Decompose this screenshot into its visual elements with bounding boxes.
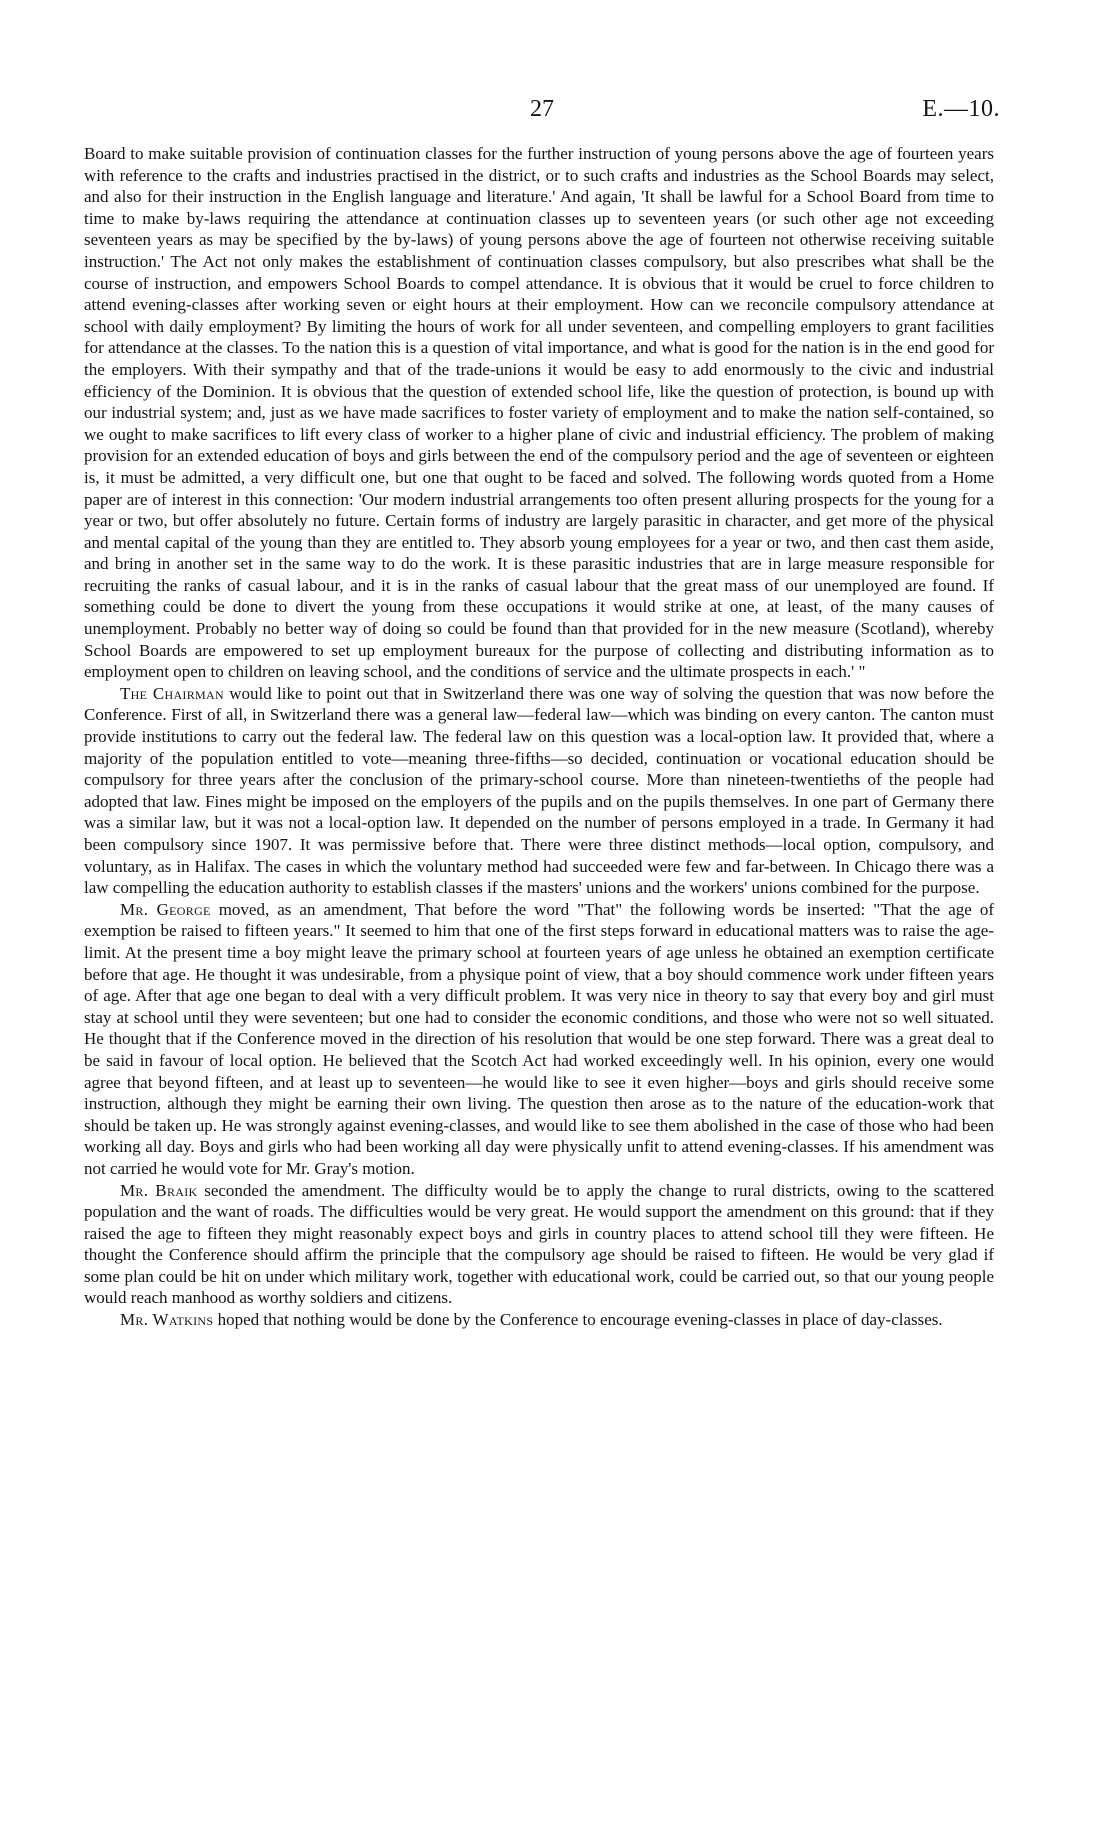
page-header (0, 96, 1114, 126)
paragraph (84, 899, 994, 1180)
paragraph (84, 1309, 994, 1331)
speaker-name: Mr. Braik (120, 1180, 198, 1200)
speaker-name: Mr. George (120, 899, 211, 919)
body-text (84, 143, 994, 1331)
paragraph (84, 1180, 994, 1310)
document-reference: E.—10. (922, 96, 1000, 122)
paragraph-text: hoped that nothing would be done by the Conference to encourage evening-classes in place of day-classes. (213, 1310, 943, 1330)
paragraph-text: seconded the amendment. The difficulty would be to apply the change to rural districts, owing to the scattered population and the want of roads. The difficulties would be very great. He would support the amendment on this ground: that if they raised the age to fifteen they might reasonably expect boys and girls in country places to attend school till they were fifteen. He thought the Conference should affirm the principle that the compulsory age should be raised to fifteen. He would be very glad if some plan could be hit on under which military work, together with educational work, could be carried out, so that our young people would reach manhood as worthy soldiers and citizens. (84, 1180, 994, 1308)
paragraph-text: would like to point out that in Switzerland there was one way of solving the question that was now before the Conference. First of all, in Switzerland there was a general law—federal law—which was binding on every canton. The canton must provide institutions to carry out the federal law. The federal law on this question was a local-option law. It provided that, where a majority of the population entitled to vote—meaning three-fifths—so decided, continuation or vocational education should be compulsory for three years after the conclusion of the primary-school course. More than nineteen-twentieths of the people had adopted that law. Fines might be imposed on the employers of the pupils and on the pupils themselves. In one part of Germany there was a similar law, but it was not a local-option law. It depended on the number of persons employed in a trade. In Germany it had been compulsory since 1907. It was permissive before that. There were three distinct methods—local option, compulsory, and voluntary, as in Halifax. The cases in which the voluntary method had succeeded were few and far-between. In Chicago there was a law compelling the education authority to establish classes if the masters' unions and the workers' unions combined for the purpose. (84, 683, 994, 898)
paragraph-text: Board to make suitable provision of continuation classes for the further instruction of young persons above the age of fourteen years with reference to the crafts and industries practised in the district, or to such crafts and industries as the School Boards may select, and also for their instruction in the English language and literature.' And again, 'It shall be lawful for a School Board from time to time to make by-laws requiring the attendance at continuation classes up to seventeen years (or such other age not exceeding seventeen years as may be specified by the by-laws) of young persons above the age of fourteen not otherwise receiving suitable instruction.' The Act not only makes the establishment of continuation classes compulsory, but also prescribes what shall be the course of instruction, and empowers School Boards to compel attendance. It is obvious that it would be cruel to force children to attend evening-classes after working seven or eight hours at their employment. How can we reconcile compulsory attendance at school with daily employment? By limiting the hours of work for all under seventeen, and compelling employers to grant facilities for attendance at the classes. To the nation this is a question of vital importance, and what is good for the nation is in the end good for the employers. With their sympathy and that of the trade-unions it would be easy to add enormously to the civic and industrial efficiency of the Dominion. It is obvious that the question of extended school life, like the question of protection, is bound up with our industrial system; and, just as we have made sacrifices to foster variety of employment and to make the nation self-contained, so we ought to make sacrifices to lift every class of worker to a higher plane of civic and industrial efficiency. The problem of making provision for an extended education of boys and girls between the end of the compulsory period and the age of seventeen or eighteen is, it must be admitted, a very difficult one, but one that ought to be faced and solved. The following words quoted from a Home paper are of interest in this connection: 'Our modern industrial arrangements too often present alluring prospects for the young for a year or two, but offer absolutely no future. Certain forms of industry are largely parasitic in character, and get more of the physical and mental capital of the young than they are entitled to. They absorb young employees for a year or two, and then cast them aside, and bring in another set in the same way to do the work. It is these parasitic industries that are in large measure responsible for recruiting the ranks of casual labour, and it is in the ranks of casual labour that the great mass of our unemployed are found. If something could be done to divert the young from these occupations it would strike at one, at least, of the many causes of unemployment. Probably no better way of doing so could be found than that provided for in the new measure (Scotland), whereby School Boards are empowered to set up employment bureaux for the purpose of collecting and distributing information as to employment open to children on leaving school, and the conditions of service and the ultimate prospects in each.' " (84, 144, 994, 682)
paragraph (84, 143, 994, 683)
page-number: 27 (530, 96, 554, 122)
speaker-name: Mr. Watkins (120, 1310, 214, 1330)
paragraph-text: moved, as an amendment, That before the word "That" the following words be inserted: "That the age of exemption be raised to fifteen years." It seemed to him that one of the first steps forward in educational matters was to raise the age-limit. At the present time a boy might leave the primary school at fourteen years of age unless he obtained an exemption certificate before that age. He thought it was undesirable, from a physique point of view, that a boy should commence work under fifteen years of age. After that age one began to deal with a very difficult problem. It was very nice in theory to say that every boy and girl must stay at school until they were seventeen; but one had to consider the economic conditions, and those who were not so well situated. He thought that if the Conference moved in the direction of his resolution that would be one step forward. There was a great deal to be said in favour of local option. He believed that the Scotch Act had worked exceedingly well. In his opinion, every one would agree that beyond fifteen, and at least up to seventeen—he would like to see it even higher—boys and girls should receive some instruction, although they might be earning their own living. The question then arose as to the nature of the education-work that should be taken up. He was strongly against evening-classes, and would like to see them abolished in the case of those who had been working all day. Boys and girls who had been working all day were physically unfit to attend evening-classes. If his amendment was not carried he would vote for Mr. Gray's motion. (84, 899, 994, 1178)
speaker-name: The Chairman (120, 683, 224, 703)
paragraph (84, 683, 994, 899)
